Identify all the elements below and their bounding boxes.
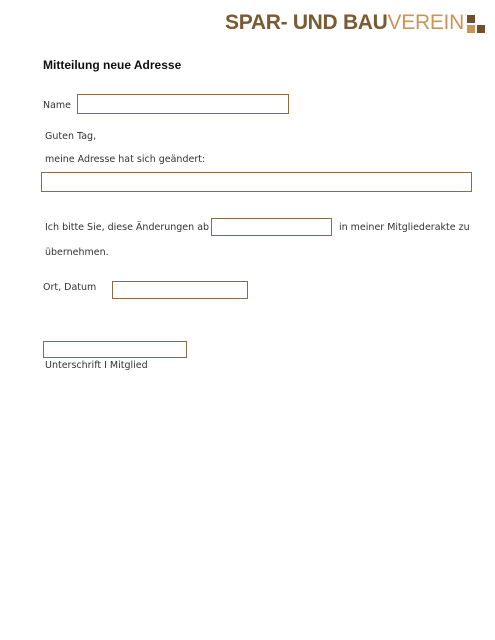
request-text-end: in meiner Mitgliederakte zu bbox=[339, 222, 470, 233]
brand-logo bbox=[225, 11, 485, 35]
address-intro-text: meine Adresse hat sich geändert: bbox=[45, 154, 206, 165]
place-date-input[interactable] bbox=[112, 281, 248, 299]
logo-square bbox=[477, 15, 485, 23]
request-text-start: Ich bitte Sie, diese Änderungen ab bbox=[45, 222, 210, 233]
logo-text-light: VEREIN bbox=[387, 11, 464, 34]
signature-label: Unterschrift I Mitglied bbox=[45, 360, 148, 371]
place-date-label: Ort, Datum bbox=[43, 282, 97, 293]
request-text-final: übernehmen. bbox=[45, 247, 109, 258]
logo-square bbox=[467, 15, 475, 23]
change-date-input[interactable] bbox=[211, 218, 332, 236]
logo-square bbox=[477, 25, 485, 33]
new-address-input[interactable] bbox=[41, 172, 472, 192]
signature-field[interactable] bbox=[43, 341, 187, 358]
logo-square bbox=[467, 25, 475, 33]
squares-logo-icon bbox=[467, 15, 485, 33]
form-title: Mitteilung neue Adresse bbox=[43, 58, 182, 72]
logo-text-bold: SPAR- UND BAU bbox=[225, 11, 388, 34]
greeting-text: Guten Tag, bbox=[45, 131, 97, 142]
name-input[interactable] bbox=[77, 94, 289, 114]
name-label: Name bbox=[43, 100, 72, 111]
